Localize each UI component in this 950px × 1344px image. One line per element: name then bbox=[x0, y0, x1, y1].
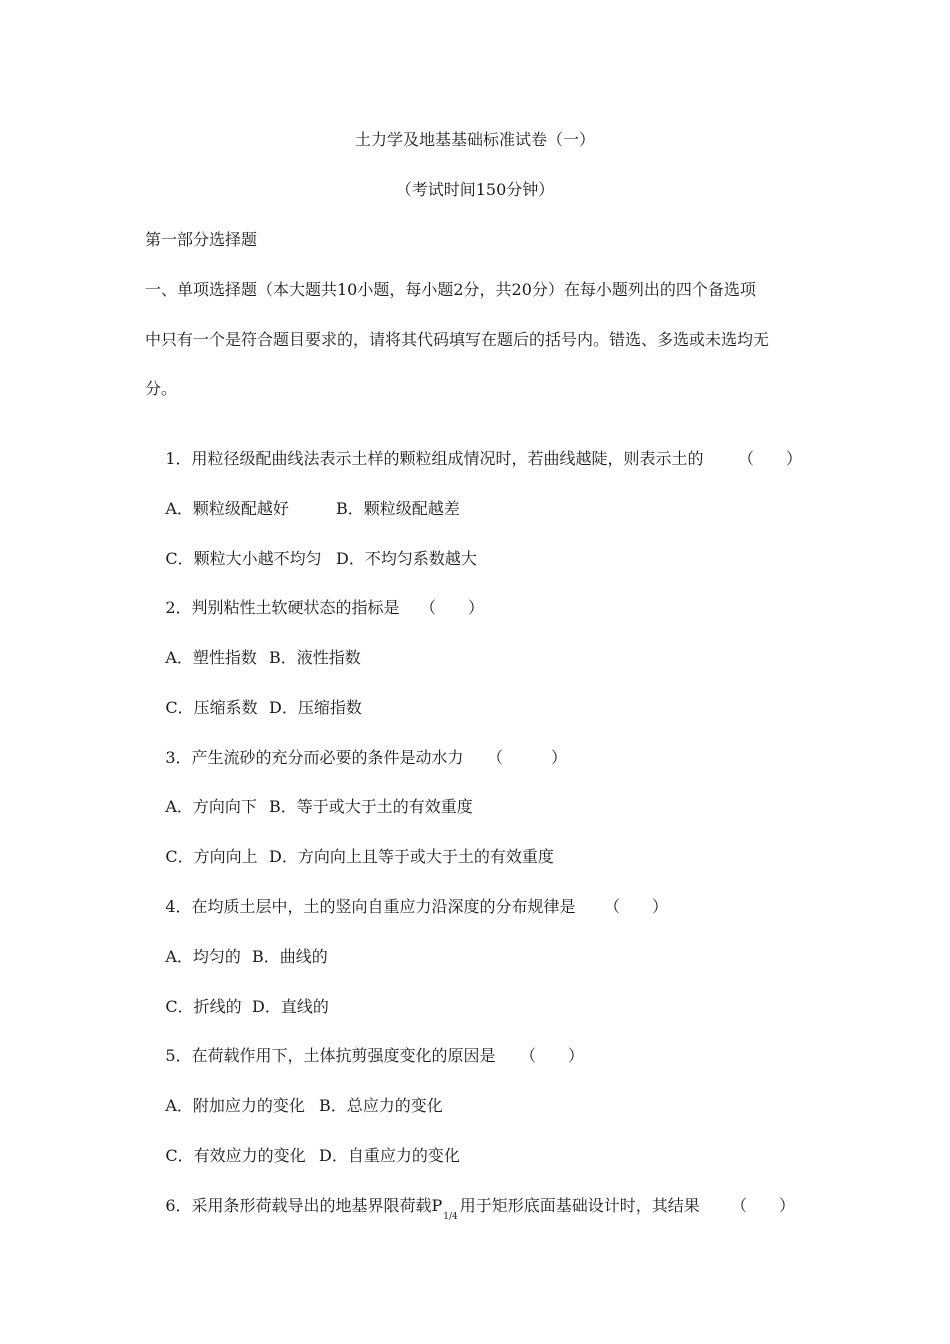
answer-blank: （ ） bbox=[738, 449, 803, 468]
answer-blank: （ ） bbox=[604, 897, 669, 916]
question-stem: 2．判别粘性土软硬状态的指标是 bbox=[165, 598, 400, 617]
page-title: 土力学及地基基础标准试卷（一） bbox=[354, 130, 595, 149]
option-c: C．折线的 bbox=[165, 997, 242, 1016]
option-d: D．方向向上且等于或大于土的有效重度 bbox=[269, 847, 554, 866]
question-6 bbox=[145, 1176, 796, 1239]
option-c: C．颗粒大小越不均匀 bbox=[165, 549, 322, 568]
question-stem: 1．用粒径级配曲线法表示土样的颗粒组成情况时，若曲线越陡，则表示土的 bbox=[165, 449, 704, 468]
question-stem-continued: 用于矩形底面基础设计时，其结果 bbox=[459, 1196, 700, 1215]
option-d: D．压缩指数 bbox=[269, 698, 362, 717]
option-a: A．附加应力的变化 bbox=[165, 1096, 305, 1115]
option-a: A．方向向下 bbox=[165, 797, 257, 816]
option-b: B．总应力的变化 bbox=[319, 1096, 443, 1115]
part-heading: 第一部分选择题 bbox=[145, 230, 258, 249]
answer-blank: （ ） bbox=[520, 1046, 585, 1065]
instructions-line-2: 中只有一个是符合题目要求的，请将其代码填写在题后的括号内。错选、多选或未选均无 bbox=[145, 330, 770, 349]
option-c: C．方向向上 bbox=[165, 847, 258, 866]
option-b: B．颗粒级配越差 bbox=[336, 499, 460, 518]
option-b: B．曲线的 bbox=[252, 947, 328, 966]
option-b: B．液性指数 bbox=[269, 648, 361, 667]
question-stem: 5．在荷载作用下，土体抗剪强度变化的原因是 bbox=[165, 1046, 496, 1065]
answer-blank: （ ） bbox=[731, 1196, 796, 1215]
option-d: D．直线的 bbox=[252, 997, 329, 1016]
subscript: 1/4 bbox=[443, 1212, 458, 1222]
instructions-line-1: 一、单项选择题（本大题共10小题，每小题2分，共20分）在每小题列出的四个备选项 bbox=[145, 280, 756, 299]
option-a: A．颗粒级配越好 bbox=[165, 499, 289, 518]
option-a: A．塑性指数 bbox=[165, 648, 257, 667]
answer-blank: （ ） bbox=[420, 598, 485, 617]
question-stem: 3．产生流砂的充分而必要的条件是动水力 bbox=[165, 748, 464, 767]
option-a: A．均匀的 bbox=[165, 947, 241, 966]
option-c: C．有效应力的变化 bbox=[165, 1146, 306, 1165]
option-d: D．自重应力的变化 bbox=[319, 1146, 460, 1165]
option-c: C．压缩系数 bbox=[165, 698, 258, 717]
option-b: B．等于或大于土的有效重度 bbox=[269, 797, 473, 816]
answer-blank: （ ） bbox=[487, 748, 568, 767]
page-subtitle: （考试时间150分钟） bbox=[395, 180, 555, 199]
option-d: D．不均匀系数越大 bbox=[336, 549, 477, 568]
question-stem: 4．在均质土层中，土的竖向自重应力沿深度的分布规律是 bbox=[165, 897, 576, 916]
question-stem: 6．采用条形荷载导出的地基界限荷载P bbox=[165, 1196, 443, 1215]
instructions-line-3: 分。 bbox=[145, 379, 178, 398]
